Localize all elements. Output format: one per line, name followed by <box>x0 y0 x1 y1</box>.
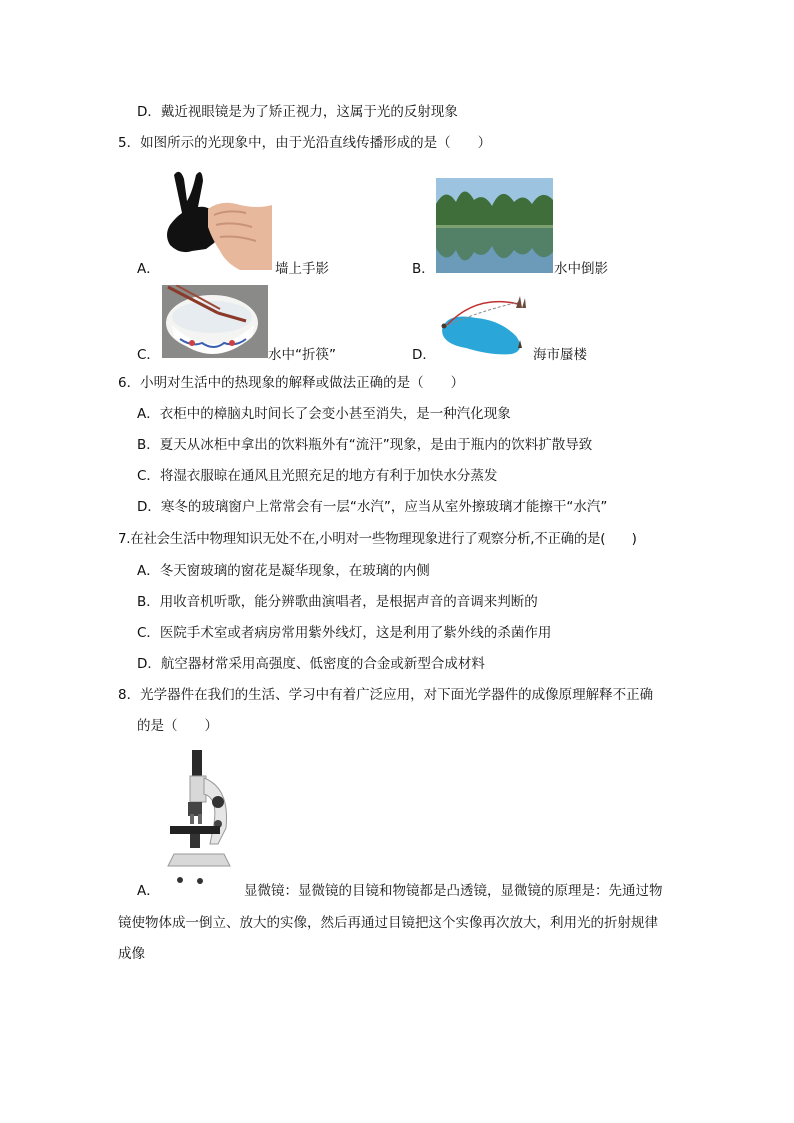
q7-option-d: D．航空器材常采用高强度、低密度的合金或新型合成材料 <box>137 656 485 672</box>
q5-d-text: 海市蜃楼 <box>533 347 587 363</box>
q8-option-a-label: A． <box>137 883 160 899</box>
q5-c-text: 水中“折筷” <box>268 347 336 363</box>
q8-option-a-line3: 成像 <box>118 946 145 962</box>
q5-b-text: 水中倒影 <box>554 261 608 277</box>
q6-option-b: B．夏天从冰柜中拿出的饮料瓶外有“流汗”现象，是由于瓶内的饮料扩散导致 <box>137 437 593 453</box>
q6-option-a: A．衣柜中的樟脑丸时间长了会变小甚至消失，是一种汽化现象 <box>137 406 511 422</box>
q8-option-a-line2: 镜使物体成一倒立、放大的实像，然后再通过目镜把这个实像再次放大，利用光的折射规律 <box>118 915 658 931</box>
chopsticks-in-bowl-image <box>162 285 268 358</box>
q7-stem: 7.在社会生活中物理知识无处不在,小明对一些物理现象进行了观察分析,不正确的是( ) <box>118 531 637 547</box>
q6-option-c: C．将湿衣服晾在通风且光照充足的地方有利于加快水分蒸发 <box>137 468 498 484</box>
q5-a-label: A． <box>137 261 160 277</box>
q5-a-text: 墙上手影 <box>275 261 329 277</box>
q6-stem: 6．小明对生活中的热现象的解释或做法正确的是（ ） <box>118 375 465 391</box>
q7-option-a: A．冬天窗玻璃的窗花是凝华现象，在玻璃的内侧 <box>137 563 430 579</box>
q6-option-d: D．寒冬的玻璃窗户上常常会有一层“水汽”，应当从室外擦玻璃才能擦干“水汽” <box>137 499 608 515</box>
q5-b-label: B． <box>412 261 435 277</box>
q8-stem-line2: 的是（ ） <box>137 718 218 734</box>
q5-d-label: D． <box>412 347 436 363</box>
q5-c-label: C． <box>137 347 160 363</box>
q8-stem-line1: 8．光学器件在我们的生活、学习中有着广泛应用，对下面光学器件的成像原理解释不正确 <box>118 687 654 703</box>
q7-option-b: B．用收音机听歌，能分辨歌曲演唱者，是根据声音的音调来判断的 <box>137 594 538 610</box>
q5-stem: 5．如图所示的光现象中，由于光沿直线传播形成的是（ ） <box>118 135 492 151</box>
microscope-image <box>160 748 240 886</box>
q7-option-c: C．医院手术室或者病房常用紫外线灯，这是利用了紫外线的杀菌作用 <box>137 625 552 641</box>
hand-shadow-rabbit-image <box>162 165 272 270</box>
water-reflection-image <box>436 178 553 273</box>
q8-option-a-line1: 显微镜：显微镜的目镜和物镜都是凸透镜，显微镜的原理是：先通过物 <box>244 883 663 899</box>
mirage-diagram-image <box>436 290 531 358</box>
q4-option-d: D．戴近视眼镜是为了矫正视力，这属于光的反射现象 <box>137 104 458 120</box>
